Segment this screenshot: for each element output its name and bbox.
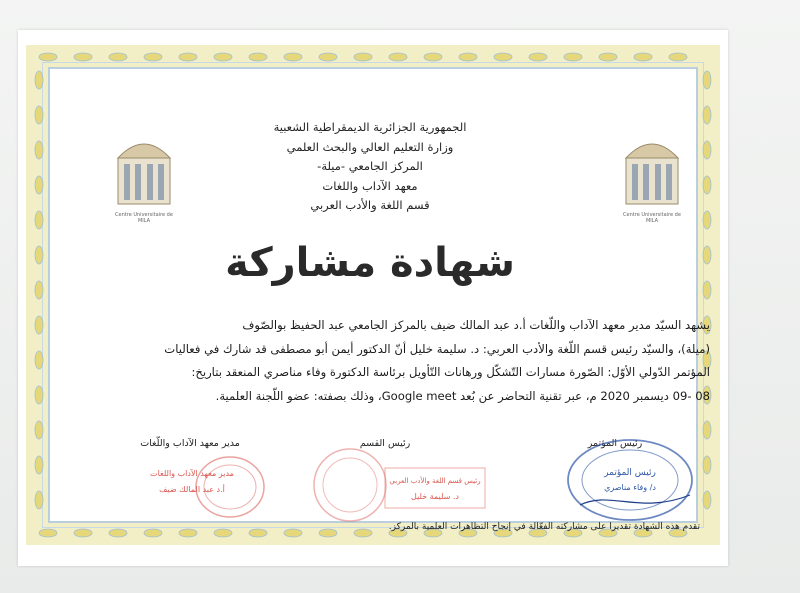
- director-stamp: [120, 452, 270, 522]
- body-line-3: المؤتمر الدّولي الأوّل: الصّورة مسارات التّشكّل ورهانات التّأويل برئاسة الدكتورة وفاء مناصري المنعقد بتاريخ:: [191, 365, 710, 379]
- header-line-center: المركز الجامعي -ميلة-: [317, 159, 423, 173]
- top-garland: [28, 47, 718, 67]
- conference-stamp-line1: رئيس المؤتمر: [604, 468, 656, 478]
- body-line-4: 08 -09 ديسمبر 2020 م، عبر تقنية التحاضر عن بُعد Google meet، وذلك بصفته: عضو اللّجنة العلمية.: [215, 388, 710, 403]
- conference-stamp: [560, 435, 710, 525]
- building-logo-icon: [112, 128, 176, 208]
- header-line-department: قسم اللغة والأدب العربي: [310, 198, 430, 212]
- header-line-institute: معهد الآداب واللغات: [322, 178, 418, 193]
- signature-label-director: مدير معهد الآداب واللّغات: [140, 438, 240, 449]
- department-stamp: [290, 440, 490, 530]
- certificate-footer-note: تقدم هذه الشهادة تقديرا على مشاركته الفعّالة في إنجاح التظاهرات العلمية بالمركز.: [388, 522, 700, 532]
- signature-label-conference-chair: رئيس المؤتمر: [587, 438, 643, 449]
- director-stamp-line2: أ.د عبد المالك ضيف: [159, 485, 225, 494]
- header-line-republic: الجمهورية الجزائرية الديمقراطية الشعبية: [273, 120, 467, 134]
- logo-caption: Centre Universitaire de MILA: [623, 212, 681, 224]
- logo-caption: Centre Universitaire de MILA: [115, 212, 173, 224]
- university-logo-right: [620, 128, 684, 224]
- signature-scribble: [580, 495, 690, 505]
- body-line-2: (ميلة)، والسيّد رئيس قسم اللّغة والأدب العربي: د. سليمة خليل أنّ الدكتور أيمن أبو مصطفى قد شارك في فعاليات: [164, 341, 710, 356]
- conference-stamp-line2: د/ وفاء مناصري: [604, 483, 656, 492]
- certificate-body: [62, 314, 710, 408]
- signature-label-department-head: رئيس القسم: [359, 438, 411, 449]
- body-line-1: يشهد السيّد مدير معهد الآداب واللّغات أ.د عبد المالك ضيف بالمركز الجامعي عبد الحفيظ بوالصّوف: [242, 318, 710, 332]
- university-logo-left: [112, 128, 176, 224]
- department-stamp-line1: رئيس قسم اللغة والأدب العربي: [389, 477, 481, 485]
- certificate-title: شهادة مشاركة: [225, 240, 515, 286]
- department-stamp-line2: د. سليمة خليل: [411, 492, 459, 501]
- header-line-ministry: وزارة التعليم العالي والبحث العلمي: [286, 139, 454, 154]
- building-logo-icon: [620, 128, 684, 208]
- director-stamp-line1: مدير معهد الآداب واللغات: [150, 469, 234, 478]
- left-garland: [30, 65, 48, 525]
- institution-header: [255, 118, 485, 216]
